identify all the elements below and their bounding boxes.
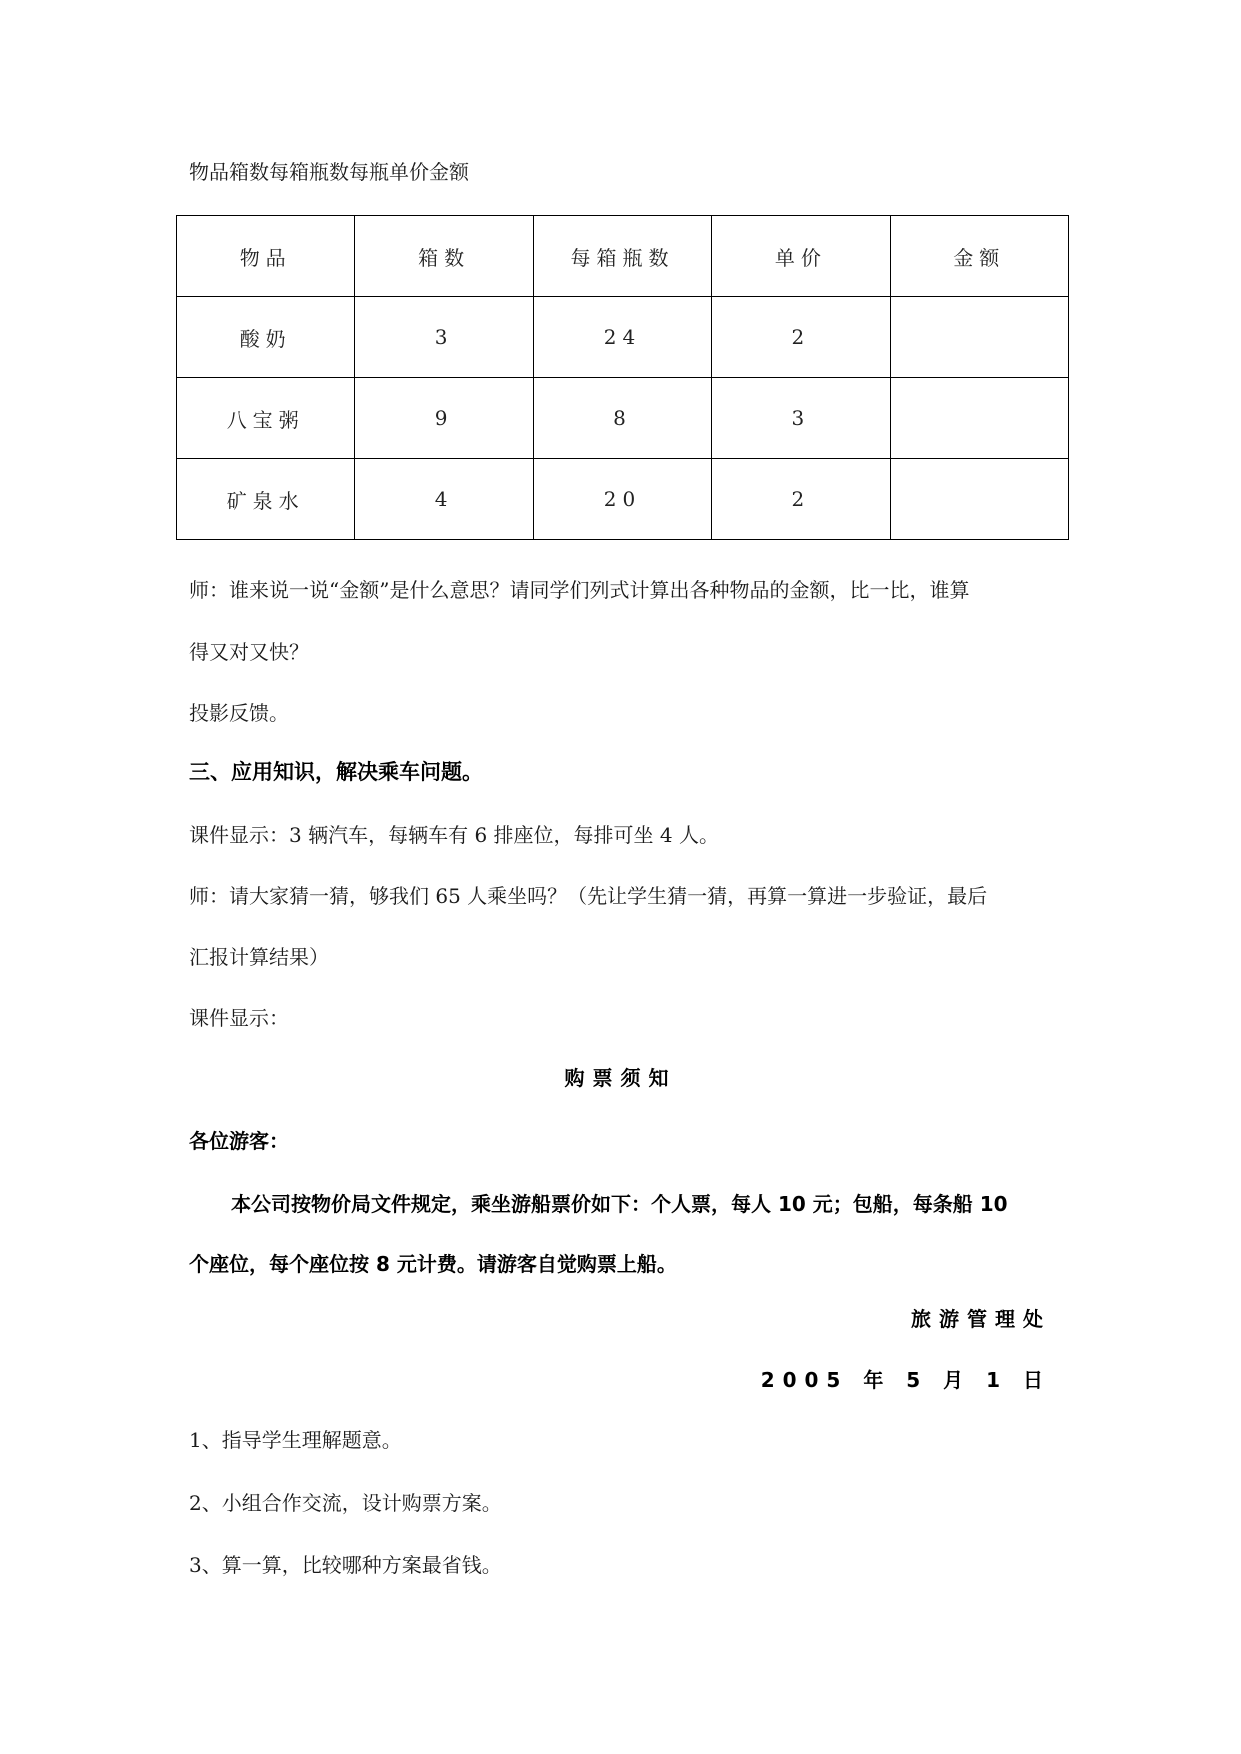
cell-bottles: 24 xyxy=(533,297,711,378)
cell-item: 酸奶 xyxy=(177,297,355,378)
table-caption: 物品箱数每箱瓶数每瓶单价金额 xyxy=(189,160,469,184)
table-header-row xyxy=(177,216,1069,297)
notice-signature: 旅游管理处 xyxy=(911,1307,1051,1331)
table-row xyxy=(177,297,1069,378)
feedback-text: 投影反馈。 xyxy=(189,701,289,725)
step-item: 2、小组合作交流，设计购票方案。 xyxy=(189,1491,502,1515)
step-item: 1、指导学生理解题意。 xyxy=(189,1428,402,1452)
cell-bottles: 20 xyxy=(533,459,711,540)
courseware-text-1: 课件显示：3 辆汽车，每辆车有 6 排座位，每排可坐 4 人。 xyxy=(189,823,719,847)
cell-price: 3 xyxy=(712,378,890,459)
teacher-question-1-line-2: 得又对又快？ xyxy=(189,640,309,664)
cell-boxes: 3 xyxy=(355,297,533,378)
cell-amount xyxy=(890,297,1068,378)
notice-date: 2005 年 5 月 1 日 xyxy=(760,1368,1051,1392)
cell-price: 2 xyxy=(712,297,890,378)
cell-amount xyxy=(890,459,1068,540)
cell-bottles: 8 xyxy=(533,378,711,459)
header-amount: 金额 xyxy=(890,216,1068,297)
cell-price: 2 xyxy=(712,459,890,540)
header-item: 物品 xyxy=(177,216,355,297)
table-row xyxy=(177,459,1069,540)
teacher-question-2-line-2: 汇报计算结果） xyxy=(189,945,329,969)
header-bottles-per-box: 每箱瓶数 xyxy=(533,216,711,297)
header-unit-price: 单价 xyxy=(712,216,890,297)
step-item: 3、算一算，比较哪种方案最省钱。 xyxy=(189,1553,502,1577)
courseware-text-2: 课件显示： xyxy=(189,1006,289,1030)
section-heading: 三、应用知识，解决乘车问题。 xyxy=(189,760,483,784)
teacher-question-1-line-1: 师：谁来说一说“金额”是什么意思？请同学们列式计算出各种物品的金额，比一比，谁算 xyxy=(189,578,970,602)
cell-amount xyxy=(890,378,1068,459)
cell-item: 八宝粥 xyxy=(177,378,355,459)
notice-salutation: 各位游客： xyxy=(189,1129,289,1153)
notice-body-line-1: 本公司按物价局文件规定，乘坐游船票价如下：个人票，每人 10 元；包船，每条船 10 xyxy=(231,1192,1008,1216)
cell-boxes: 9 xyxy=(355,378,533,459)
notice-body-line-2: 个座位，每个座位按 8 元计费。请游客自觉购票上船。 xyxy=(189,1252,677,1276)
cell-item: 矿泉水 xyxy=(177,459,355,540)
goods-table xyxy=(176,215,1069,540)
table-row xyxy=(177,378,1069,459)
teacher-question-2-line-1: 师：请大家猜一猜，够我们 65 人乘坐吗？（先让学生猜一猜，再算一算进一步验证，最后 xyxy=(189,884,988,908)
header-boxes: 箱数 xyxy=(355,216,533,297)
notice-title: 购票须知 xyxy=(564,1066,677,1090)
cell-boxes: 4 xyxy=(355,459,533,540)
